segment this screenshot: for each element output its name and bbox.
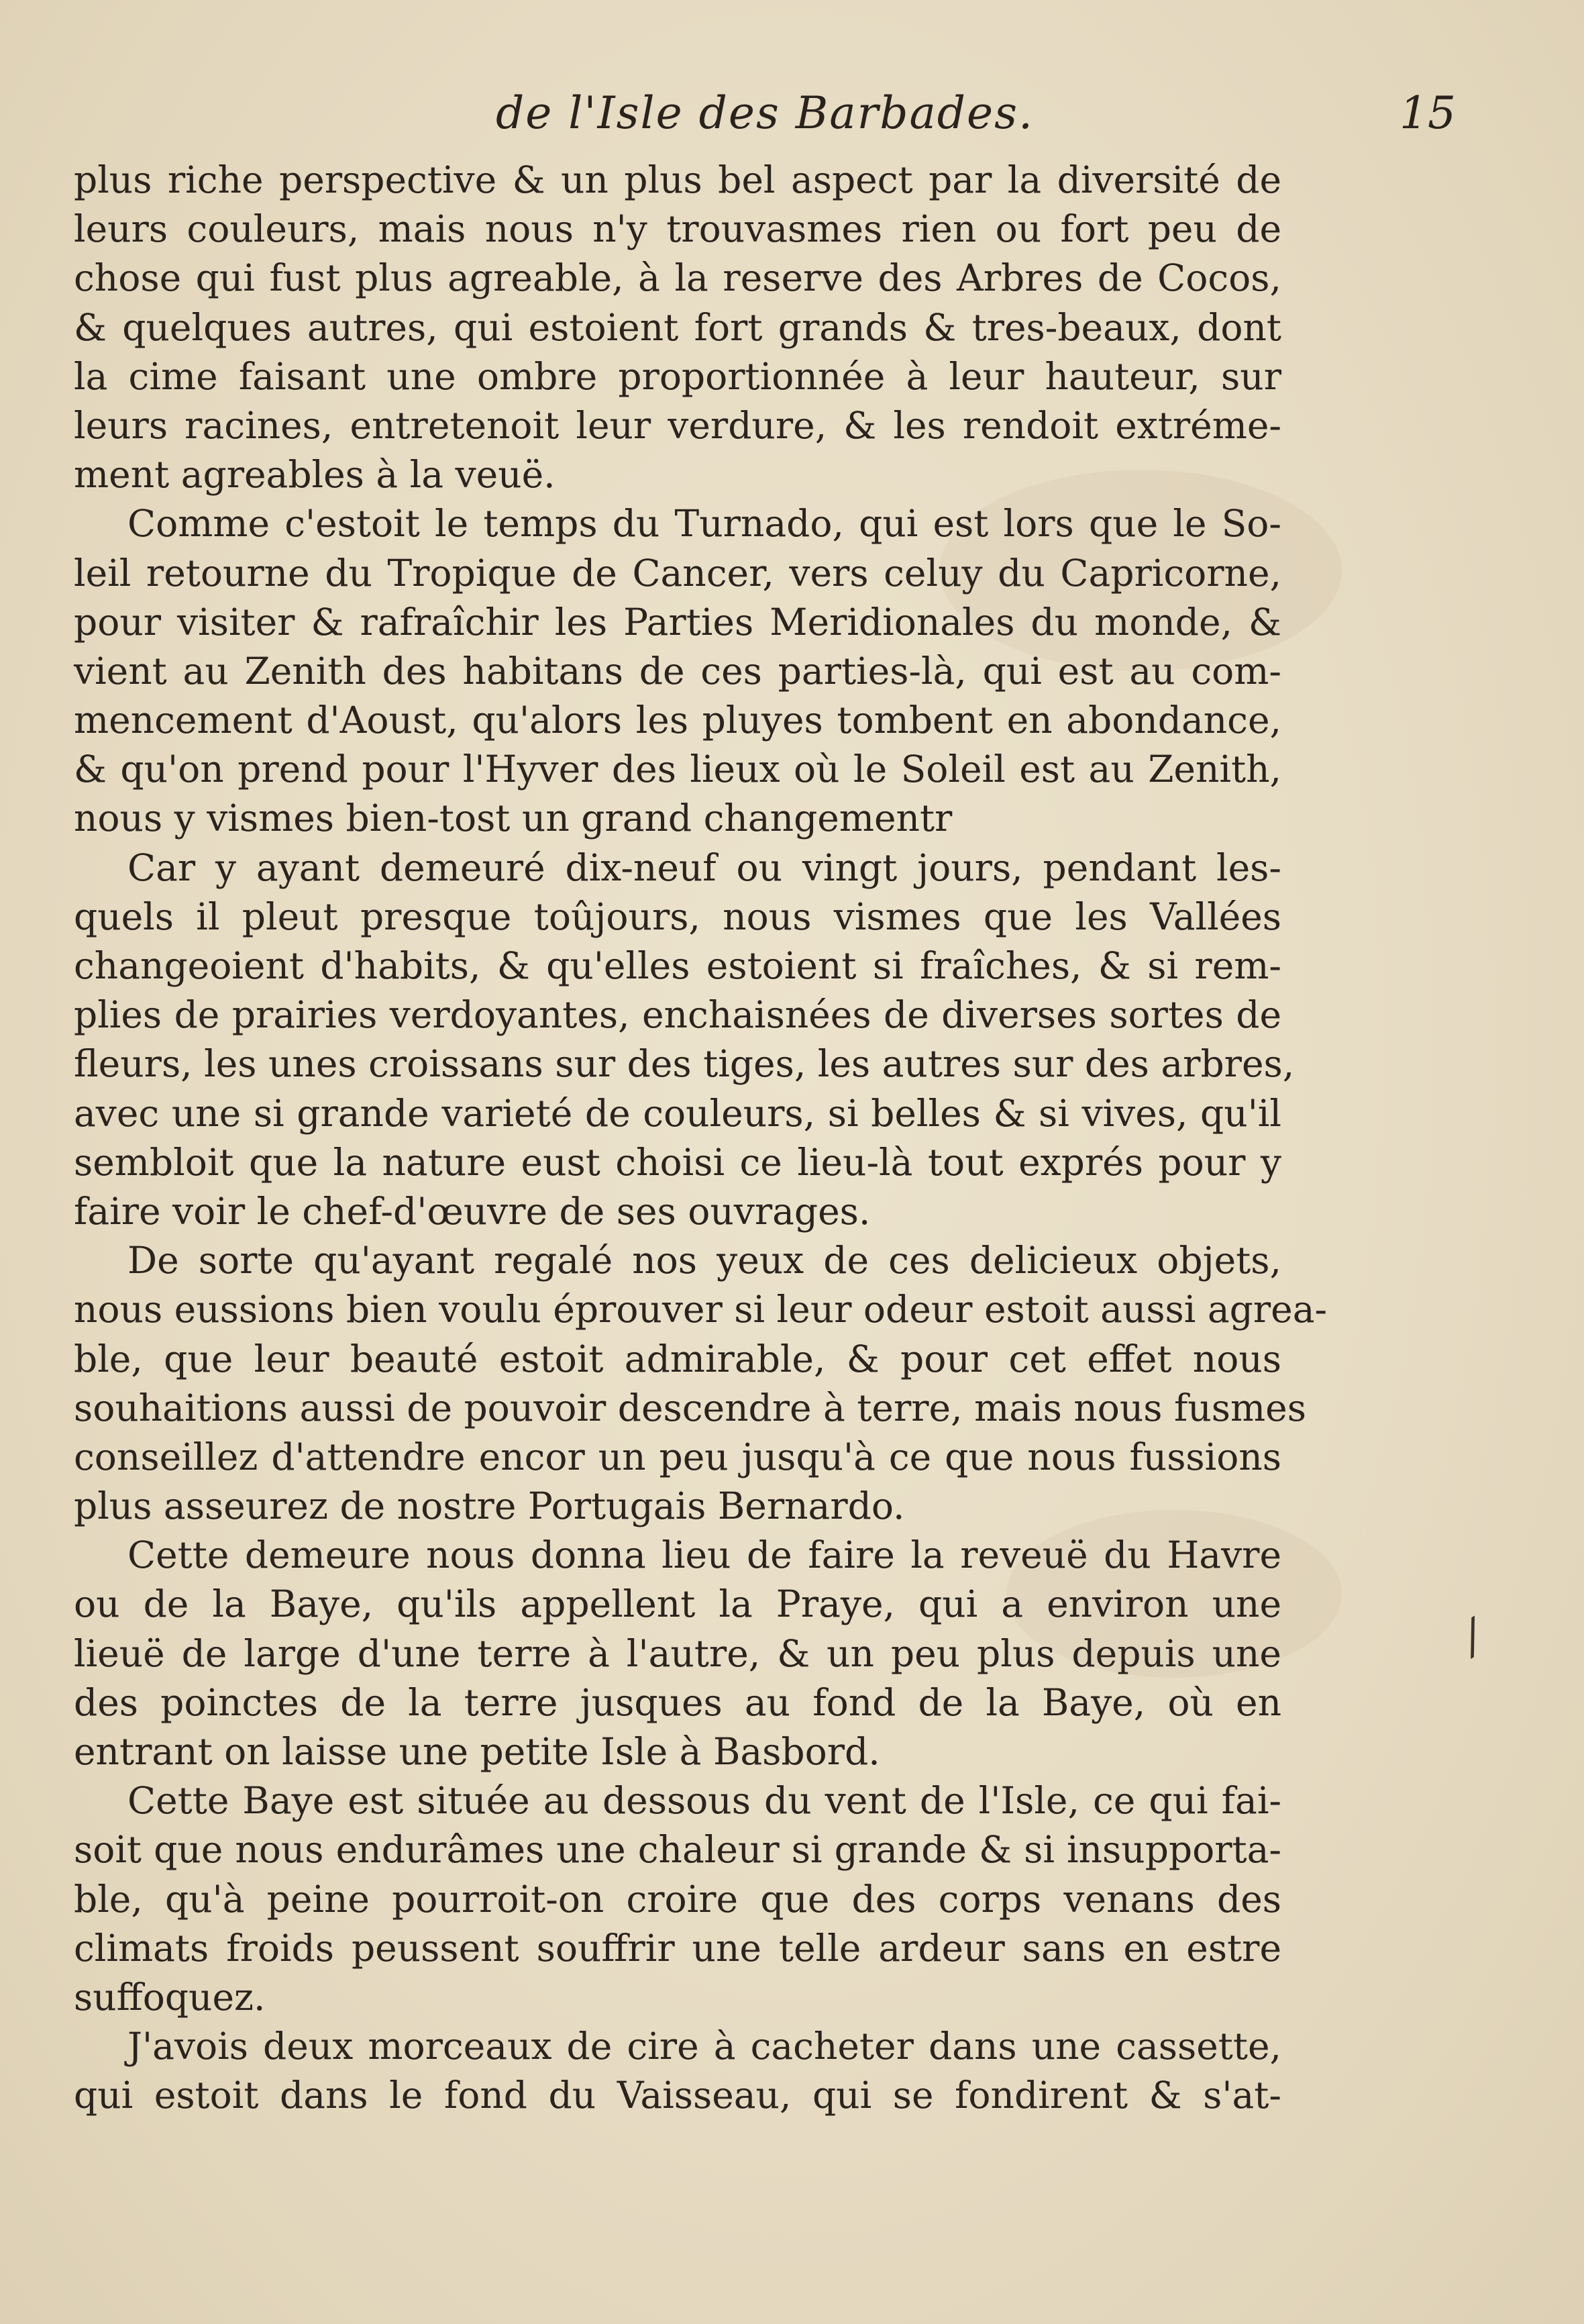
text-line: la cime faisant une ombre proportionnée à leur hauteur, sur xyxy=(74,354,1281,398)
text-line: leil retourne du Tropique de Cancer, vers celuy du Capricorne, xyxy=(74,551,1281,595)
text-line: suffoquez. xyxy=(74,1975,266,2019)
text-line: Car y ayant demeuré dix-neuf ou vingt jours, pendant les- xyxy=(127,846,1281,889)
text-line: & qu'on prend pour l'Hyver des lieux où le Soleil est au Zenith, xyxy=(74,748,1281,791)
text-line: ment agreables à la veuë. xyxy=(74,453,556,497)
text-line: plus riche perspective & un plus bel aspect par la diversité de xyxy=(74,158,1281,201)
text-line: Cette Baye est située au dessous du vent de l'Isle, ce qui fai- xyxy=(127,1779,1281,1823)
text-line: avec une si grande varieté de couleurs, si belles & si vives, qu'il xyxy=(74,1091,1281,1135)
text-line: ou de la Baye, qu'ils appellent la Praye, qui a environ une xyxy=(74,1582,1281,1626)
text-line: climats froids peussent souffrir une telle ardeur sans en estre xyxy=(74,1926,1281,1970)
text-line: changeoient d'habits, & qu'elles estoient si fraîches, & si rem- xyxy=(74,944,1281,987)
text-line: leurs couleurs, mais nous n'y trouvasmes rien ou fort peu de xyxy=(74,207,1281,251)
text-line: fleurs, les unes croissans sur des tiges, les autres sur des arbres, xyxy=(74,1042,1295,1086)
text-line: ble, que leur beauté estoit admirable, & pour cet effet nous xyxy=(74,1337,1281,1380)
text-line: Comme c'estoit le temps du Turnado, qui est lors que le So- xyxy=(127,502,1281,546)
page-header xyxy=(74,87,1456,161)
text-line: conseillez d'attendre encor un peu jusqu'à ce que nous fussions xyxy=(74,1435,1281,1478)
text-line: sembloit que la nature eust choisi ce lieu-là tout exprés pour y xyxy=(74,1140,1281,1184)
text-line: chose qui fust plus agreable, à la reserve des Arbres de Cocos, xyxy=(74,256,1281,300)
text-line: faire voir le chef-d'œuvre de ses ouvrages. xyxy=(74,1189,871,1233)
text-line: J'avois deux morceaux de cire à cacheter dans une cassette, xyxy=(127,2025,1281,2068)
text-line: Cette demeure nous donna lieu de faire la reveuë du Havre xyxy=(127,1533,1281,1577)
text-line: des poinctes de la terre jusques au fond de la Baye, où en xyxy=(74,1680,1281,1724)
text-line: soit que nous endurâmes une chaleur si grande & si insupporta- xyxy=(74,1828,1281,1872)
text-line: entrant on laisse une petite Isle à Basbord. xyxy=(74,1730,880,1773)
text-line: souhaitions aussi de pouvoir descendre à terre, mais nous fusmes xyxy=(74,1386,1306,1429)
text-line: lieuë de large d'une terre à l'autre, & un peu plus depuis une xyxy=(74,1631,1281,1675)
text-line: quels il pleut presque toûjours, nous vismes que les Vallées xyxy=(74,895,1281,938)
text-line: nous eussions bien voulu éprouver si leur odeur estoit aussi agrea- xyxy=(74,1288,1328,1331)
text-line: qui estoit dans le fond du Vaisseau, qui se fondirent & s'at- xyxy=(74,2074,1281,2117)
text-line: plies de prairies verdoyantes, enchaisnées de diverses sortes de xyxy=(74,993,1281,1037)
text-line: De sorte qu'ayant regalé nos yeux de ces delicieux objets, xyxy=(127,1239,1281,1282)
text-line: & quelques autres, qui estoient fort grands & tres-beaux, dont xyxy=(74,305,1281,349)
text-line: ble, qu'à peine pourroit-on croire que des corps venans des xyxy=(74,1877,1281,1921)
margin-pencil-mark: ⁄ xyxy=(1456,1612,1491,1664)
text-line: nous y vismes bien-tost un grand changementr xyxy=(74,797,953,840)
text-line: leurs racines, entretenoit leur verdure, & les rendoit extréme- xyxy=(74,403,1281,447)
text-line: vient au Zenith des habitans de ces parties-là, qui est au com- xyxy=(74,649,1281,693)
text-line: pour visiter & rafraîchir les Parties Meridionales du monde, & xyxy=(74,600,1281,644)
body-text xyxy=(74,156,1328,2121)
running-title: de l'Isle des Barbades. xyxy=(496,87,1034,139)
page-number: 15 xyxy=(1400,87,1456,139)
text-line: mencement d'Aoust, qu'alors les pluyes tombent en abondance, xyxy=(74,699,1281,742)
text-line: plus asseurez de nostre Portugais Bernardo. xyxy=(74,1484,905,1528)
